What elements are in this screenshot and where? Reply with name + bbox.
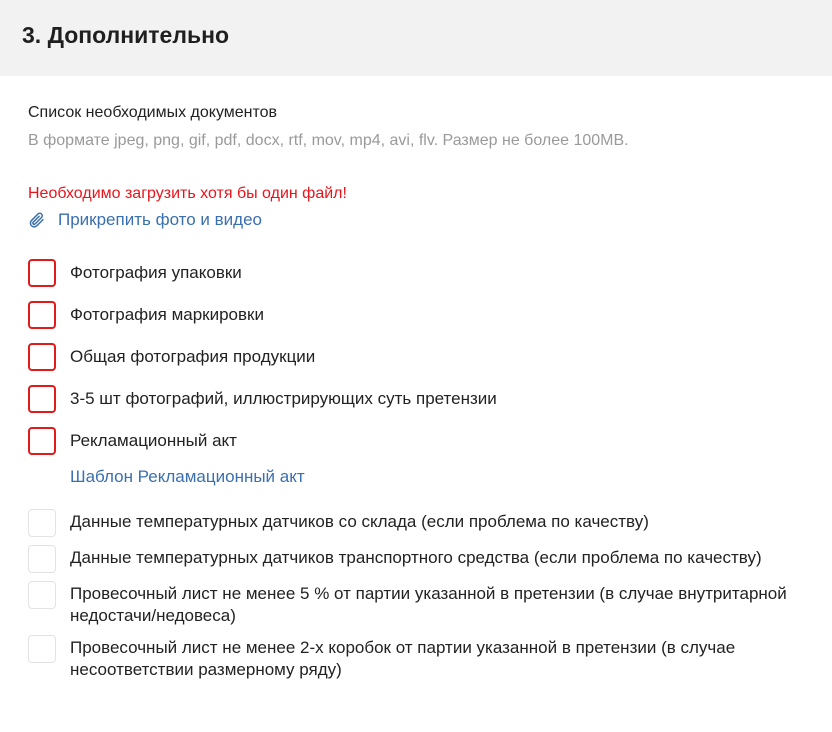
paperclip-icon bbox=[28, 211, 46, 229]
optional-checkbox[interactable] bbox=[28, 545, 56, 573]
section-title: 3. Дополнительно bbox=[22, 21, 230, 48]
attach-media-label: Прикрепить фото и видео bbox=[58, 210, 262, 229]
checklist-item bbox=[28, 581, 812, 627]
checklist-item bbox=[28, 385, 812, 413]
required-checkbox[interactable] bbox=[28, 301, 56, 329]
required-checkbox[interactable] bbox=[28, 427, 56, 455]
checklist-item-label: Данные температурных датчиков транспортного средства (если проблема по качеству) bbox=[70, 548, 762, 567]
documents-label: Список необходимых документов bbox=[28, 104, 278, 121]
attach-media-link[interactable] bbox=[28, 210, 812, 230]
section-header bbox=[0, 0, 832, 76]
checklist-item bbox=[28, 343, 812, 371]
checklist-item-label: Фотография маркировки bbox=[70, 305, 264, 324]
optional-checkbox[interactable] bbox=[28, 635, 56, 663]
checklist-item bbox=[28, 509, 812, 537]
checklist-item-label: 3-5 шт фотографий, иллюстрирующих суть претензии bbox=[70, 389, 497, 408]
checklist-item-label: Провесочный лист не менее 5 % от партии указанной в претензии (в случае внутритарной недостачи/недовеса) bbox=[70, 584, 787, 625]
required-checkbox[interactable] bbox=[28, 385, 56, 413]
optional-checkbox[interactable] bbox=[28, 509, 56, 537]
checklist-item-label: Данные температурных датчиков со склада (если проблема по качеству) bbox=[70, 512, 649, 531]
required-checkbox[interactable] bbox=[28, 343, 56, 371]
optional-documents-list bbox=[28, 509, 812, 681]
checklist-item-label: Рекламационный акт bbox=[70, 431, 237, 450]
checklist-item-label: Провесочный лист не менее 2-х коробок от партии указанной в претензии (в случае несоответствии размерному ряду) bbox=[70, 638, 736, 679]
optional-checkbox[interactable] bbox=[28, 581, 56, 609]
checklist-item-label: Фотография упаковки bbox=[70, 263, 242, 282]
required-checkbox[interactable] bbox=[28, 259, 56, 287]
documents-section bbox=[0, 103, 832, 681]
required-documents-list bbox=[28, 259, 812, 488]
documents-format-hint: В формате jpeg, png, gif, pdf, docx, rtf, mov, mp4, avi, flv. Размер не более 100MB. bbox=[28, 132, 629, 149]
template-reclamation-act-link[interactable]: Шаблон Рекламационный акт bbox=[70, 467, 305, 486]
checklist-item bbox=[28, 301, 812, 329]
checklist-item bbox=[28, 427, 812, 455]
checklist-item bbox=[28, 545, 812, 573]
checklist-item bbox=[28, 635, 812, 681]
checklist-item-label: Общая фотография продукции bbox=[70, 347, 316, 366]
checklist-item bbox=[28, 259, 812, 287]
upload-error-message: Необходимо загрузить хотя бы один файл! bbox=[28, 185, 347, 202]
